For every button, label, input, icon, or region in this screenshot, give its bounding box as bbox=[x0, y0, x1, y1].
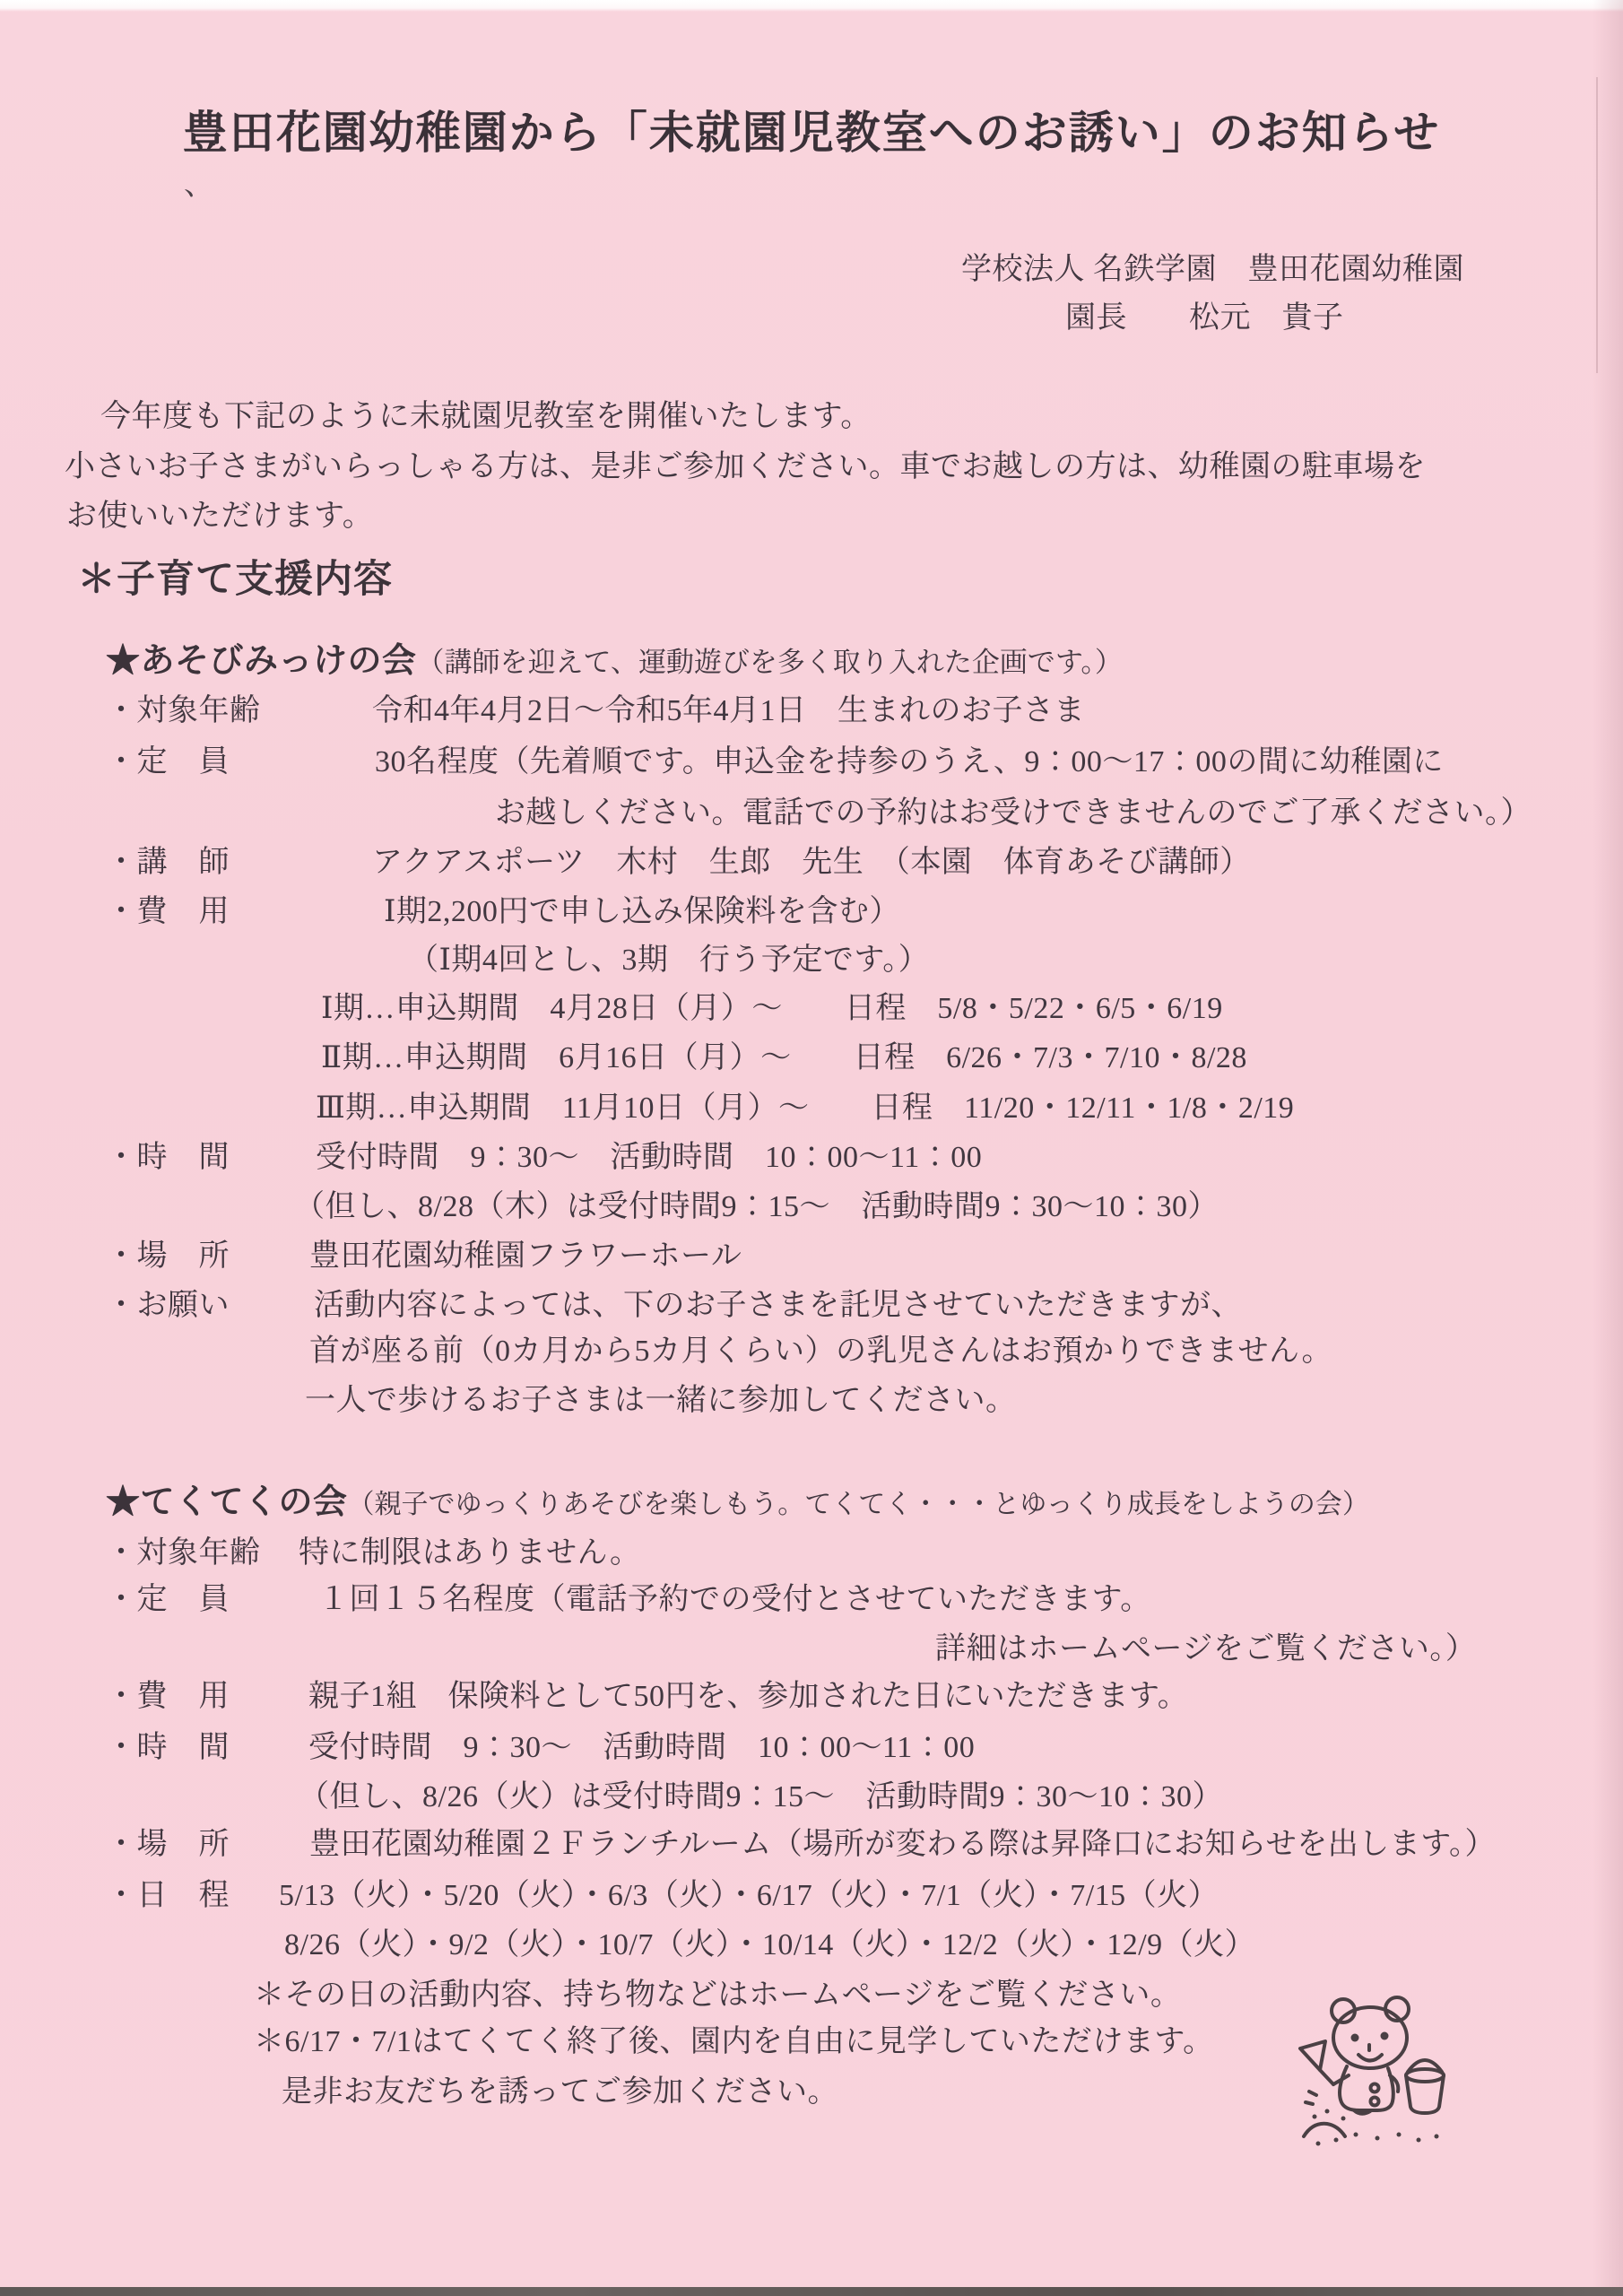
tekuteku-place-value: 豊田花園幼稚園２Ｆランチルーム（場所が変わる際は昇降口にお知らせを出します。） bbox=[309, 1828, 1497, 1861]
asobi-instructor-label: ・講 師 bbox=[106, 846, 230, 879]
page-title: 豊田花園幼稚園から「未就園児教室へのお誘い」のお知らせ bbox=[182, 108, 1441, 158]
asobi-period-2: Ⅱ期…申込期間 6月16日（月）～ 日程 6/26・7/3・7/10・8/28 bbox=[321, 1041, 1247, 1074]
tekuteku-capacity-label: ・定 員 bbox=[106, 1583, 230, 1616]
scan-artifact-line bbox=[1596, 77, 1598, 373]
tekuteku-schedule-value-1: 5/13（火）・5/20（火）・6/3（火）・6/17（火）・7/1（火）・7/15（火） bbox=[279, 1879, 1219, 1912]
tekuteku-note-1: ＊その日の活動内容、持ち物などはホームページをご覧ください。 bbox=[254, 1979, 1182, 2012]
asobi-request-value-3: 一人で歩けるお子さまは一緒に参加してください。 bbox=[305, 1384, 1017, 1417]
asobi-heading-note: （講師を迎えて、運動遊びを多く取り入れた企画です。） bbox=[416, 647, 1123, 678]
asobi-fee-value-1: Ⅰ期2,200円で申し込み保険料を含む） bbox=[384, 895, 900, 928]
asobi-heading-row bbox=[106, 632, 1123, 682]
asobi-request-label: ・お願い bbox=[106, 1289, 230, 1322]
asobi-place-value: 豊田花園幼稚園フラワーホール bbox=[309, 1239, 742, 1273]
asobi-fee-label: ・費 用 bbox=[106, 895, 230, 928]
tekuteku-time-value-2: （但し、8/26（火）は受付時間9：15～ 活動時間9：30～10：30） bbox=[299, 1780, 1223, 1813]
asobi-heading: あそびみっけの会 bbox=[140, 642, 417, 680]
tekuteku-note-2: ＊6/17・7/1はてくてく終了後、園内を自由に見学していただけます。 bbox=[254, 2025, 1214, 2058]
asobi-capacity-value-2: お越しください。電話での予約はお受けできませんのでご了承ください。） bbox=[495, 796, 1532, 830]
tekuteku-time-value-1: 受付時間 9：30～ 活動時間 10：00～11：00 bbox=[308, 1731, 976, 1764]
intro-line-2: 小さいお子さまがいらっしゃる方は、是非ご参加ください。車でお越しの方は、幼稚園の駐車場を bbox=[65, 450, 1426, 483]
tekuteku-fee-value: 親子1組 保険料として50円を、参加された日にいただきます。 bbox=[308, 1680, 1189, 1713]
asobi-period-1: Ⅰ期…申込期間 4月28日（月）～ 日程 5/8・5/22・6/5・6/19 bbox=[321, 992, 1223, 1025]
asobi-age-value: 令和4年4月2日～令和5年4月1日 生まれのお子さま bbox=[372, 694, 1085, 727]
asobi-age-label: ・対象年齢 bbox=[106, 694, 261, 727]
issuer-organization: 学校法人 名鉄学園 豊田花園幼稚園 bbox=[961, 253, 1464, 286]
scan-edge-top bbox=[0, 0, 1623, 12]
tekuteku-fee-label: ・費 用 bbox=[106, 1680, 230, 1713]
tekuteku-schedule-value-2: 8/26（火）・9/2（火）・10/7（火）・10/14（火）・12/2（火）・12/9（火） bbox=[284, 1928, 1256, 1961]
asobi-request-value-1: 活動内容によっては、下のお子さまを託児させていただきますが、 bbox=[314, 1289, 1242, 1322]
star-icon: ★ bbox=[106, 1483, 141, 1521]
asobi-fee-value-2: （Ⅰ期4回とし、3期 行う予定です。） bbox=[408, 944, 930, 977]
asobi-period-3: Ⅲ期…申込期間 11月10日（月）～ 日程 11/20・12/11・1/8・2/19 bbox=[316, 1091, 1295, 1125]
asobi-time-value-1: 受付時間 9：30～ 活動時間 10：00～11：00 bbox=[316, 1141, 983, 1174]
tekuteku-schedule-label: ・日 程 bbox=[106, 1879, 230, 1912]
asobi-capacity-value-1: 30名程度（先着順です。申込金を持参のうえ、9：00～17：00の間に幼稚園に bbox=[375, 745, 1444, 778]
tekuteku-place-label: ・場 所 bbox=[106, 1828, 230, 1861]
intro-line-3: お使いいただけます。 bbox=[66, 500, 374, 533]
tekuteku-heading-row bbox=[106, 1474, 1369, 1523]
tekuteku-heading-note: （親子でゆっくりあそびを楽しもう。てくてく・・・とゆっくり成長をしようの会） bbox=[347, 1490, 1369, 1519]
tekuteku-heading: てくてくの会 bbox=[140, 1483, 348, 1521]
tekuteku-time-label: ・時 間 bbox=[106, 1731, 230, 1764]
asobi-request-value-2: 首が座る前（0カ月から5カ月くらい）の乳児さんはお預かりできません。 bbox=[309, 1335, 1333, 1368]
support-heading: ＊子育て支援内容 bbox=[77, 559, 393, 601]
scan-edge-bottom bbox=[0, 2287, 1623, 2296]
issuer-principal: 園長 松元 貴子 bbox=[1065, 301, 1344, 335]
tekuteku-capacity-value-2: 詳細はホームページをご覧ください。） bbox=[935, 1632, 1477, 1665]
asobi-capacity-label: ・定 員 bbox=[106, 745, 230, 778]
intro-line-1: 今年度も下記のように未就園児教室を開催いたします。 bbox=[100, 400, 872, 433]
tekuteku-note-3: 是非お友だちを誘ってご参加ください。 bbox=[282, 2075, 838, 2109]
bear-sand-play-illustration bbox=[1291, 1984, 1471, 2163]
star-icon: ★ bbox=[106, 642, 141, 680]
tekuteku-capacity-value-1: １回１５名程度（電話予約での受付とさせていただきます。 bbox=[318, 1583, 1151, 1616]
tekuteku-age-label: ・対象年齢 bbox=[106, 1536, 261, 1570]
asobi-instructor-value: アクアスポーツ 木村 生郎 先生 （本園 体育あそび講師） bbox=[372, 846, 1251, 879]
asobi-time-value-2: （但し、8/28（木）は受付時間9：15～ 活動時間9：30～10：30） bbox=[294, 1190, 1219, 1223]
asobi-place-label: ・場 所 bbox=[106, 1239, 230, 1273]
stray-comma-mark: 、 bbox=[184, 169, 215, 202]
asobi-time-label: ・時 間 bbox=[106, 1141, 230, 1174]
tekuteku-age-value: 特に制限はありません。 bbox=[299, 1536, 641, 1570]
